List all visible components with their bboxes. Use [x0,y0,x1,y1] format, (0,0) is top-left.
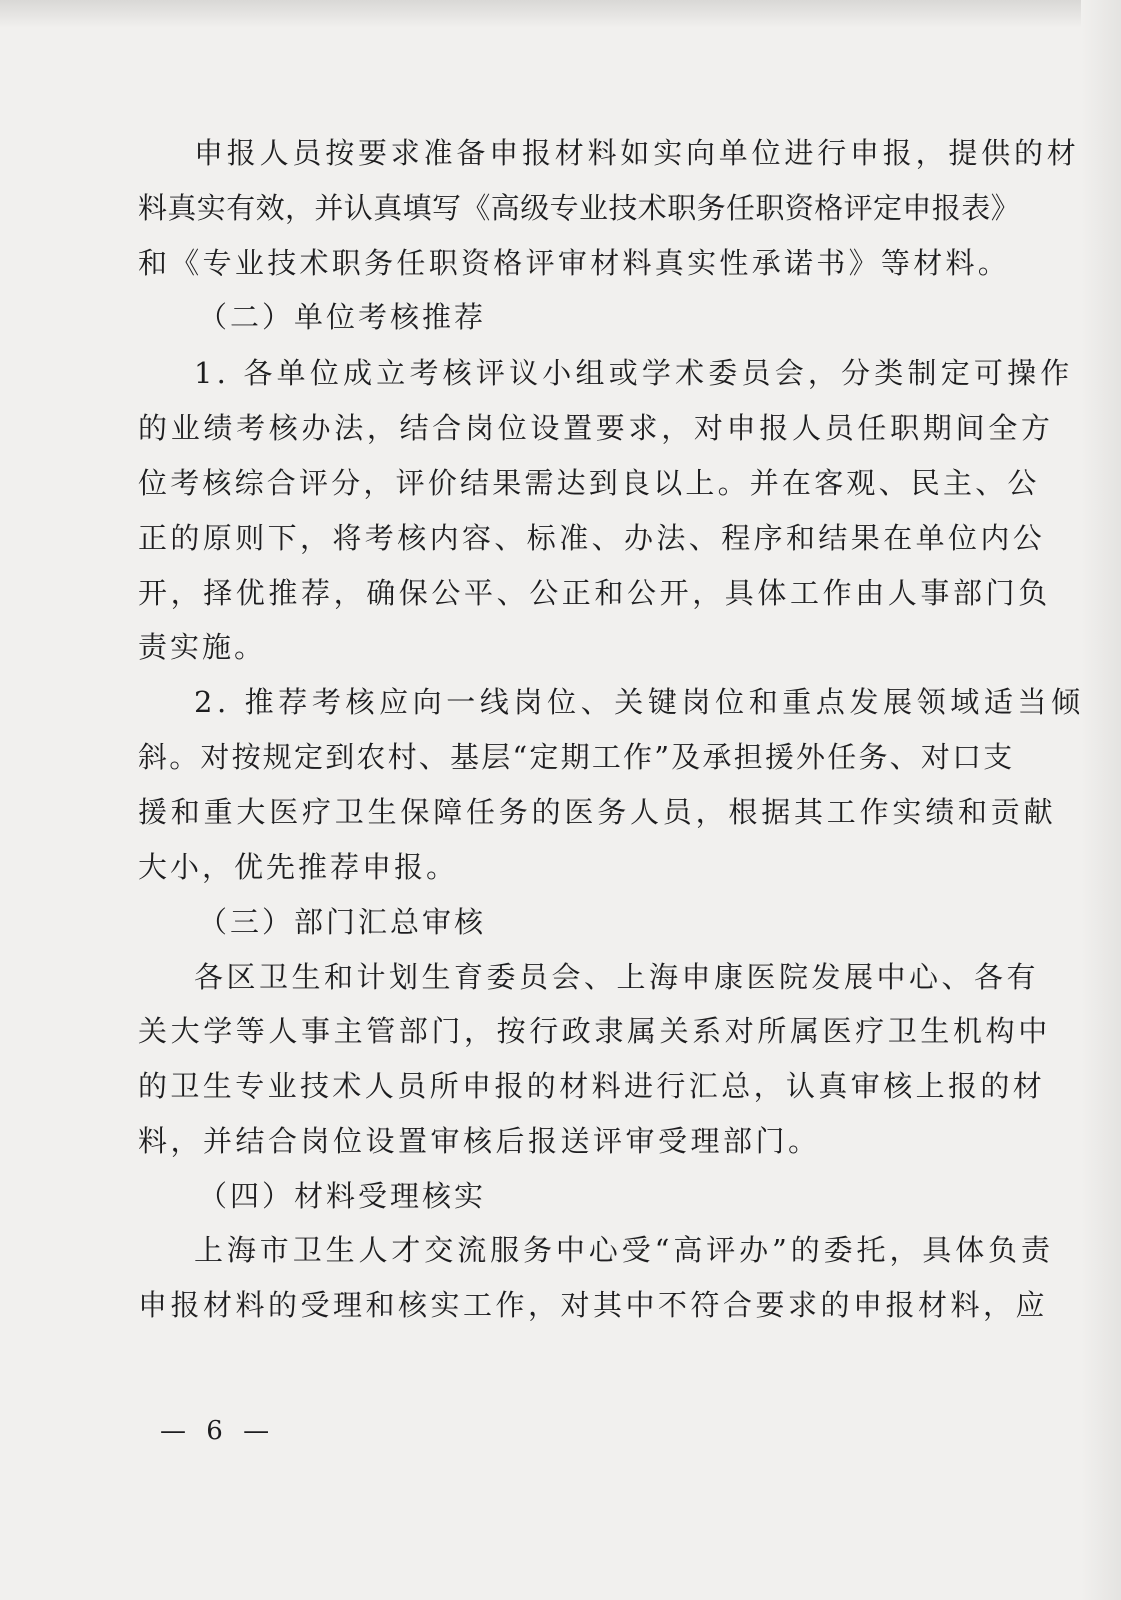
paragraph-line: 上海市卫生人才交流服务中心受“高评办”的委托，具体负责 [194,1233,1054,1267]
paragraph-line: 大小，优先推荐申报。 [138,850,459,884]
paragraph-line: 料，并结合岗位设置审核后报送评审受理部门。 [138,1124,821,1158]
paragraph-line: 2. 推荐考核应向一线岗位、关键岗位和重点发展领域适当倾 [194,685,1085,719]
paragraph-line: 申报材料的受理和核实工作，对其中不符合要求的申报材料，应 [138,1288,1049,1322]
section-heading: （四）材料受理核实 [198,1179,487,1213]
paragraph-line: 责实施。 [138,630,267,664]
section-heading: （二）单位考核推荐 [198,300,487,334]
paragraph-line: 位考核综合评分，评价结果需达到良以上。并在客观、民主、公 [138,466,1040,500]
paragraph-line: 1. 各单位成立考核评议小组或学术委员会，分类制定可操作 [194,356,1074,390]
paragraph-line: 斜。对按规定到农村、基层“定期工作”及承担援外任务、对口支 [138,740,1015,774]
paragraph-line: 的业绩考核办法，结合岗位设置要求，对申报人员任职期间全方 [138,411,1054,445]
paragraph-line: 援和重大医疗卫生保障任务的医务人员，根据其工作实绩和贡献 [138,795,1057,829]
page-number: — 6 — [160,1416,276,1446]
paragraph-line: 料真实有效，并认真填写《高级专业技术职务任职资格评定申报表》 [138,191,1021,225]
paragraph-line: 各区卫生和计划生育委员会、上海申康医院发展中心、各有 [194,960,1040,994]
section-heading: （三）部门汇总审核 [198,905,487,939]
paragraph-line: 的卫生专业技术人员所申报的材料进行汇总，认真审核上报的材 [138,1069,1046,1103]
paragraph-line: 开，择优推荐，确保公平、公正和公开，具体工作由人事部门负 [138,576,1051,610]
paragraph-line: 和《专业技术职务任职资格评审材料真实性承诺书》等材料。 [138,246,1011,280]
paragraph-line: 申报人员按要求准备申报材料如实向单位进行申报，提供的材 [194,136,1080,170]
paragraph-line: 正的原则下，将考核内容、标准、办法、程序和结果在单位内公 [138,521,1046,555]
paragraph-line: 关大学等人事主管部门，按行政隶属关系对所属医疗卫生机构中 [138,1014,1051,1048]
